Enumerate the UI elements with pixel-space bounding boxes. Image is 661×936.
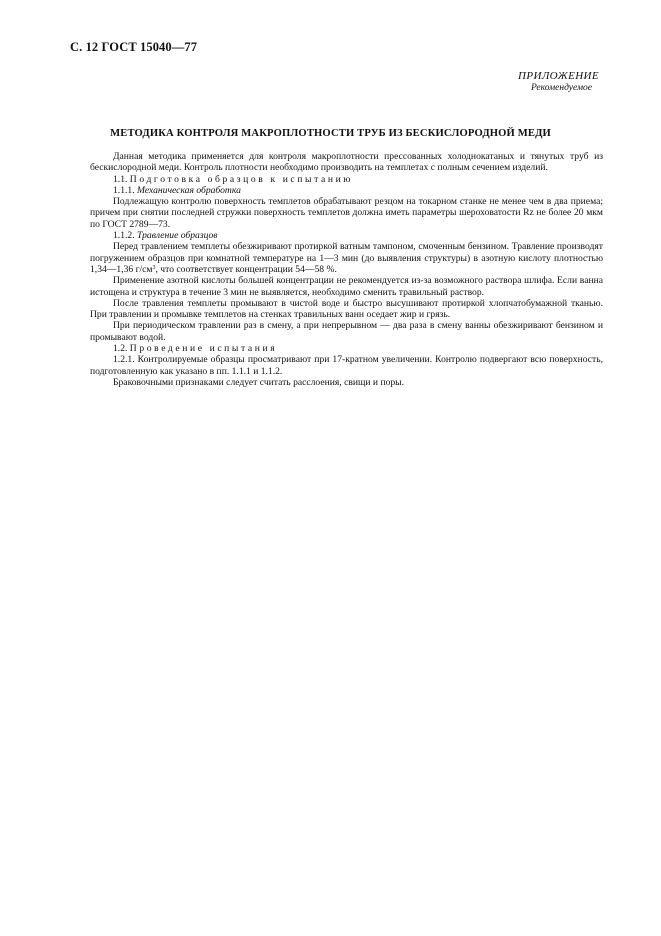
- superscript-3: 3: [152, 264, 156, 271]
- test-paragraph: 1.2.1. Контролируемые образцы просматривают при 17-кратном увеличении. Контролю подвергают всю поверхность, подготовленную как указано в пп. 1.1.1 и 1.1.2.: [90, 354, 603, 377]
- appendix-label: [518, 70, 599, 94]
- section-heading-1-1: [90, 174, 603, 185]
- etching-text-tail: , что соответствует концентрации 54—58 %.: [155, 263, 337, 275]
- section-number: 1.1.: [113, 173, 128, 185]
- section-number: 1.2.: [113, 343, 128, 355]
- subsection-title: Механическая обработка: [137, 184, 241, 196]
- etching-paragraph-4: При периодическом травлении раз в смену, а при непрерывном — два раза в смену ванны обезжиривают бензином и промывают водой.: [90, 320, 603, 343]
- rejection-paragraph: Браковочными признаками следует считать расслоения, свищи и поры.: [113, 376, 405, 388]
- etching-paragraph-3: После травления темплеты промывают в чистой воде и быстро высушивают протиркой хлопчатобумажной тканью. При травлении и промывке темплетов на стенках травильных ванн оседает жир и грязь.: [90, 297, 603, 321]
- subsection-number: 1.1.1.: [113, 184, 135, 196]
- section-title: Проведение испытания: [129, 343, 278, 355]
- etching-paragraph-2: Применение азотной кислоты большей концентрации не рекомендуется из-за возможного раствора шлифа. Если ванна истощена и структура в течение 3 мин не выявляется, необходимо сменить травильный раствор.: [90, 275, 603, 298]
- section-title: Подготовка образцов к испытанию: [129, 173, 354, 185]
- appendix-status: Рекомендуемое: [530, 83, 592, 93]
- mechanical-paragraph: Подлежащую контролю поверхность темплетов обрабатывают резцом на токарном станке не менее чем в два приема; причем при снятии последней стружки поверхность темплетов должна иметь параметры шероховатости Rz не более 20 мкм по ГОСТ 2789—73.: [90, 196, 603, 230]
- etching-paragraph-1: [90, 241, 603, 275]
- page-header: С. 12 ГОСТ 15040—77: [70, 40, 198, 54]
- document-title: МЕТОДИКА КОНТРОЛЯ МАКРОПЛОТНОСТИ ТРУБ ИЗ БЕСКИСЛОРОДНОЙ МЕДИ: [110, 128, 551, 139]
- etching-text: Перед травлением темплеты обезжиривают протиркой ватным тампоном, смоченным бензином. Травление производят погружением образцов при комнатной температуре на 1—3 мин (до выявления структуры) в азотную кислоту плотностью 1,34—1,36 г/см: [90, 241, 603, 275]
- subsection-heading-1-1-1: [90, 185, 603, 196]
- subsection-heading-1-1-2: [90, 230, 603, 241]
- section-heading-1-2: [90, 343, 603, 354]
- subsection-title: Травление образцов: [137, 230, 218, 242]
- subsection-number: 1.1.2.: [113, 230, 135, 242]
- appendix-title: ПРИЛОЖЕНИЕ: [518, 70, 599, 82]
- intro-paragraph: Данная методика применяется для контроля макроплотности прессованных холоднокатаных и тянутых труб из бескислородной меди. Контроль плотности необходимо производить на темплетах с полным сечением изделий.: [90, 151, 603, 174]
- document-body: [90, 151, 603, 388]
